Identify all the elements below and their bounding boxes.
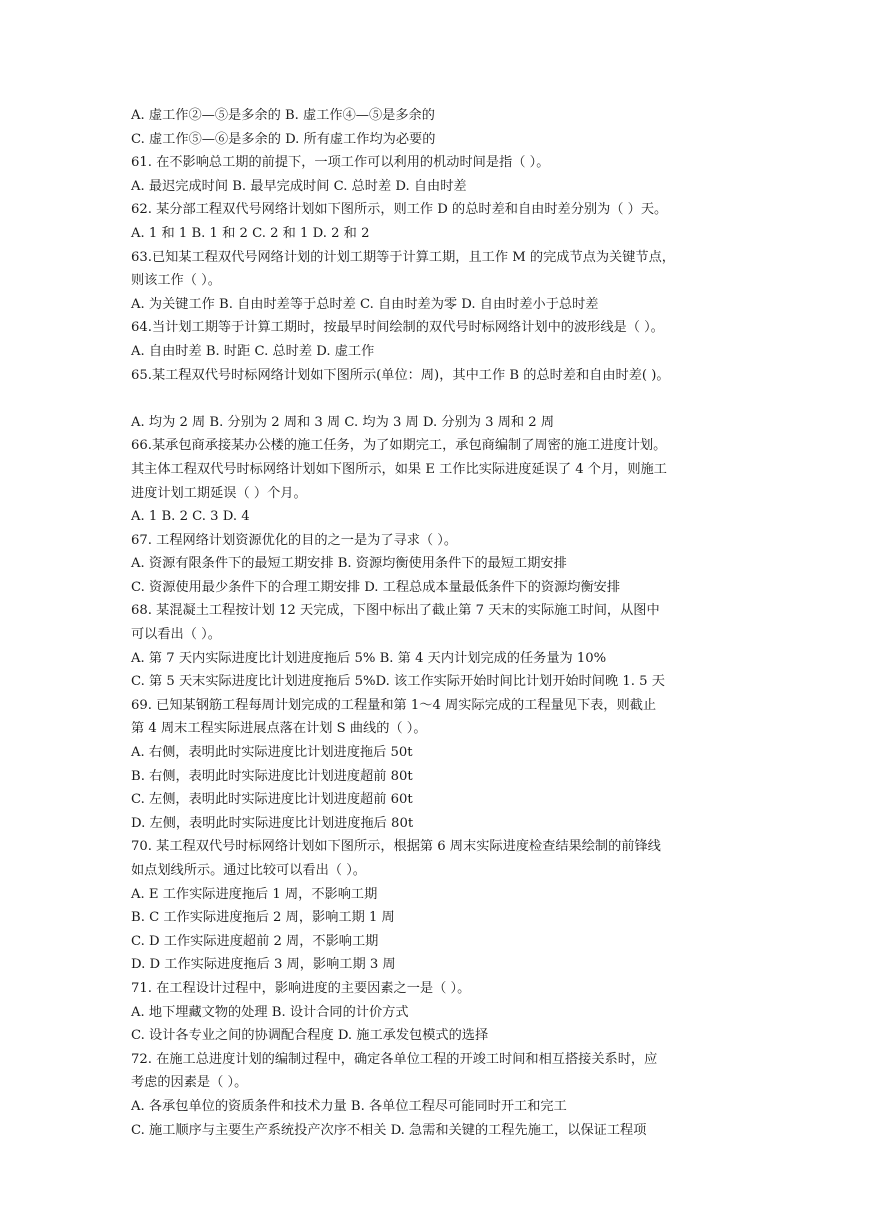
text-line: A. 自由时差 B. 时距 C. 总时差 D. 虚工作 bbox=[131, 343, 375, 359]
text-line: A. 为关键工作 B. 自由时差等于总时差 C. 自由时差为零 D. 自由时差小于总时差 bbox=[131, 296, 599, 312]
text-line: A. 最迟完成时间 B. 最早完成时间 C. 总时差 D. 自由时差 bbox=[131, 178, 467, 194]
text-line: 66.某承包商承接某办公楼的施工任务，为了如期完工，承包商编制了周密的施工进度计划。 bbox=[131, 438, 667, 454]
text-line: 72. 在施工总进度计划的编制过程中，确定各单位工程的开竣工时间和相互搭接关系时，应 bbox=[131, 1051, 658, 1067]
text-line: A. 1 B. 2 C. 3 D. 4 bbox=[131, 509, 250, 525]
question-text-block bbox=[131, 104, 741, 1142]
text-line: 其主体工程双代号时标网络计划如下图所示，如果 E 工作比实际进度延误了 4 个月，则施工 bbox=[131, 461, 667, 477]
text-line: A. 各承包单位的资质条件和技术力量 B. 各单位工程尽可能同时开工和完工 bbox=[131, 1098, 567, 1114]
text-line: A. E 工作实际进度拖后 1 周，不影响工期 bbox=[131, 886, 378, 902]
text-line: C. D 工作实际进度超前 2 周，不影响工期 bbox=[131, 933, 379, 949]
text-line: 则该工作（ ）。 bbox=[131, 273, 221, 289]
text-line: 70. 某工程双代号时标网络计划如下图所示，根据第 6 周末实际进度检查结果绘制的前锋线 bbox=[131, 839, 661, 855]
text-line: 67. 工程网络计划资源优化的目的之一是为了寻求（ ）。 bbox=[131, 532, 458, 548]
text-line: 62. 某分部工程双代号网络计划如下图所示，则工作 D 的总时差和自由时差分别为（ ）天。 bbox=[131, 202, 668, 218]
text-line: C. 第 5 天末实际进度比计划进度拖后 5%D. 该工作实际开始时间比计划开始时间晚 1. 5 天 bbox=[131, 674, 665, 690]
text-line: 如点划线所示。通过比较可以看出（ ）。 bbox=[131, 863, 366, 878]
text-line: A. 地下埋藏文物的处理 B. 设计合同的计价方式 bbox=[131, 1004, 409, 1020]
text-line: D. D 工作实际进度拖后 3 周，影响工期 3 周 bbox=[131, 957, 396, 973]
text-line: 63.已知某工程双代号网络计划的计划工期等于计算工期，且工作 M 的完成节点为关键节点， bbox=[131, 249, 675, 265]
text-line: A. 均为 2 周 B. 分别为 2 周和 3 周 C. 均为 3 周 D. 分别为 3 周和 2 周 bbox=[131, 414, 555, 430]
text-line: 考虑的因素是（ ）。 bbox=[131, 1075, 248, 1091]
text-line: 第 4 周末工程实际进展点落在计划 S 曲线的（ ）。 bbox=[131, 721, 427, 737]
text-line: 71. 在工程设计过程中，影响进度的主要因素之一是（ ）。 bbox=[131, 980, 471, 996]
text-line: C. 资源使用最少条件下的合理工期安排 D. 工程总成本量最低条件下的资源均衡安排 bbox=[131, 579, 621, 595]
text-line: C. 虚工作⑤—⑥是多余的 D. 所有虚工作均为必要的 bbox=[131, 131, 436, 147]
text-line: C. 左侧，表明此时实际进度比计划进度超前 60t bbox=[131, 792, 413, 808]
text-line: B. C 工作实际进度拖后 2 周，影响工期 1 周 bbox=[131, 910, 395, 926]
text-line: A. 虚工作②—⑤是多余的 B. 虚工作④—⑤是多余的 bbox=[131, 108, 435, 123]
text-line: D. 左侧，表明此时实际进度比计划进度拖后 80t bbox=[131, 815, 414, 831]
text-line: C. 施工顺序与主要生产系统投产次序不相关 D. 急需和关键的工程先施工，以保证工程项 bbox=[131, 1122, 647, 1138]
text-line: 64.当计划工期等于计算工期时，按最早时间绘制的双代号时标网络计划中的波形线是（ ）。 bbox=[131, 320, 664, 336]
text-line: 可以看出（ ）。 bbox=[131, 627, 221, 643]
text-line: A. 右侧，表明此时实际进度比计划进度拖后 50t bbox=[131, 745, 413, 761]
text-line: C. 设计各专业之间的协调配合程度 D. 施工承发包模式的选择 bbox=[131, 1028, 489, 1044]
blank-line bbox=[131, 387, 741, 411]
text-line: 进度计划工期延误（ ）个月。 bbox=[131, 485, 307, 501]
text-line: 68. 某混凝土工程按计划 12 天完成，下图中标出了截止第 7 天末的实际施工时间，从图中 bbox=[131, 603, 660, 619]
text-line: 65.某工程双代号时标网络计划如下图所示(单位：周)，其中工作 B 的总时差和自由时差( )。 bbox=[131, 367, 670, 383]
text-line: 69. 已知某钢筋工程每周计划完成的工程量和第 1～4 周实际完成的工程量见下表，则截止 bbox=[131, 697, 657, 713]
text-line: 61. 在不影响总工期的前提下，一项工作可以利用的机动时间是指（ ）。 bbox=[131, 155, 550, 171]
text-line: A. 资源有限条件下的最短工期安排 B. 资源均衡使用条件下的最短工期安排 bbox=[131, 556, 567, 572]
text-line: A. 第 7 天内实际进度比计划进度拖后 5% B. 第 4 天内计划完成的任务量为 10% bbox=[131, 650, 607, 666]
text-line: B. 右侧，表明此时实际进度比计划进度超前 80t bbox=[131, 768, 413, 784]
text-line: A. 1 和 1 B. 1 和 2 C. 2 和 1 D. 2 和 2 bbox=[131, 225, 370, 241]
